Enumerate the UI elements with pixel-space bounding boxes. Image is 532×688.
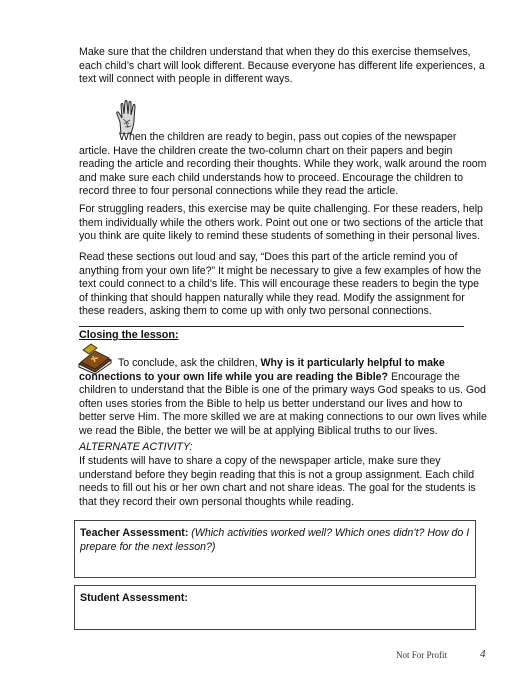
paragraph-read-aloud: Read these sections out loud and say, “Does this part of the article remind you of anything from your own life?” It might be necessary to give a few examples of how the text could connect to a child’s life. This will encourage these readers to begin the type of thinking that should happen naturally while they read. Modify the assignment for these readers, asking them to come up with only two personal connections. [79,251,482,318]
teacher-assessment-text [80,527,470,554]
closing-question: Why is it particularly helpful to make connections to your own life while you are reading the Bible? [79,357,445,383]
teacher-assessment-box[interactable] [74,520,476,578]
teacher-assessment-prompt: (Which activities worked well? Which ones didn’t? How do I prepare for the next lesson?) [80,527,470,553]
teacher-assessment-label: Teacher Assessment: [80,527,189,539]
paragraph-pass-out-rest: Have the children create the two-column chart on their papers and begin reading the article and recording their thoughts. While they work, walk around the room and make sure each child understands how to proceed. Encourage the children to record three to four personal connections while they read the article. [79,144,487,198]
student-assessment-text [80,592,470,606]
paragraph-pass-out [79,131,487,199]
closing-intro: To conclude, ask the children, [118,357,261,369]
alternate-activity-label: ALTERNATE ACTIVITY: [79,441,193,453]
student-assessment-box[interactable] [74,585,476,630]
paragraph-alternate-activity: If students will have to share a copy of the newspaper article, make sure they understand before they begin reading that this is not a group assignment. Each child needs to fill out his or her own chart and not share ideas. The goal for the students is that they record their own personal thoughts while reading. [79,455,476,508]
student-assessment-label: Student Assessment: [80,592,188,604]
paragraph-chart-differences: Make sure that the children understand that when they do this exercise themselves, each child’s chart will look different. Because everyone has different life experiences, a text will connect with people in different ways. [79,46,485,86]
hand-icon [116,100,140,134]
page-number: 4 [480,648,486,660]
paragraph-pass-out-first: When the children are ready to begin, pass out copies of the newspaper article. [79,131,457,157]
paragraph-closing [79,357,487,439]
closing-heading: Closing the lesson: [79,329,179,341]
section-divider [79,326,464,327]
footer-text: Not For Profit [396,650,448,660]
closing-rest: Encourage the children to understand that the Bible is one of the primary ways God speaks to us. God often uses stories from the Bible to help us better understand our lives and how to better serve Him. The more skilled we are at making connections to our own lives while we read the Bible, the better we will be at applying Biblical truths to our lives. [79,370,487,437]
paragraph-struggling-readers: For struggling readers, this exercise may be quite challenging. For these readers, help them individually while the others work. Point out one or two sections of the article that you think are quite likely to remind these students of something in their personal lives. [79,203,483,243]
